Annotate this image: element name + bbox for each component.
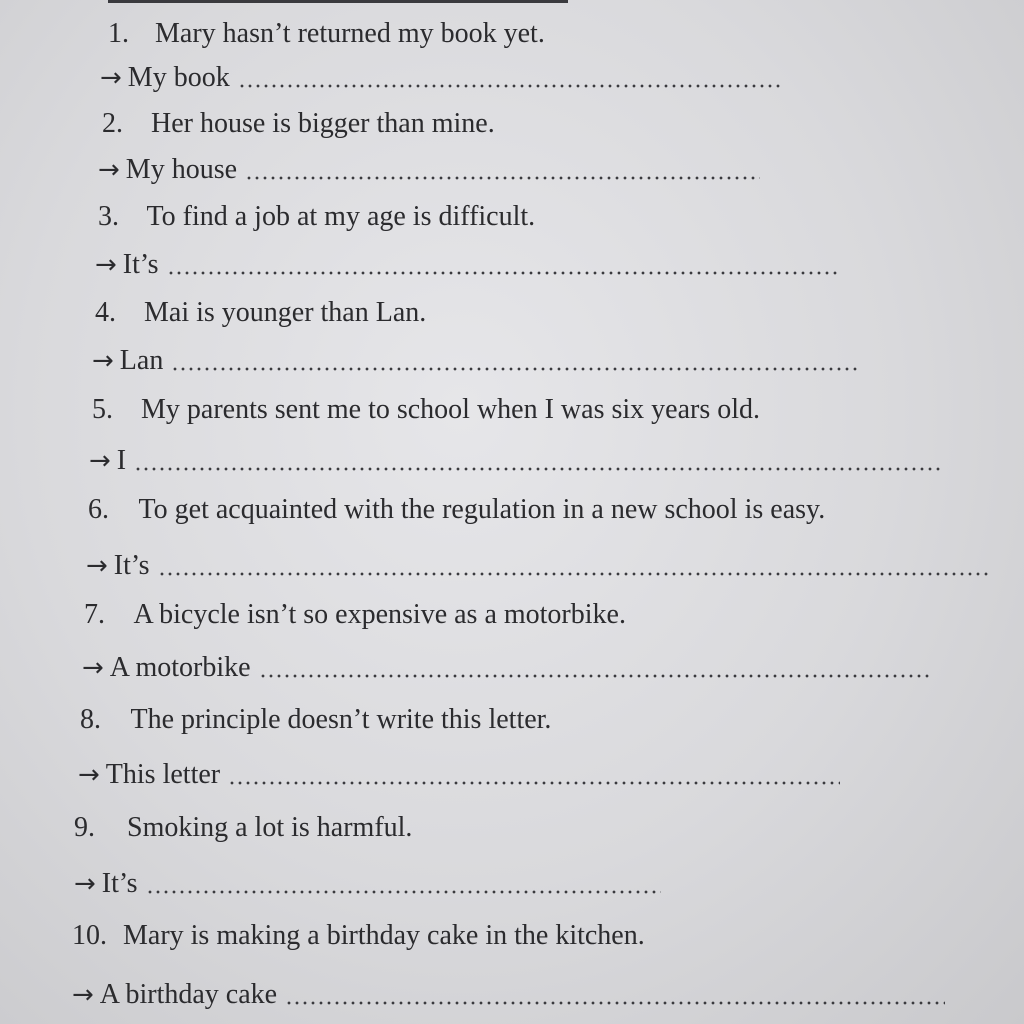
- exercise-number: 6.: [88, 494, 109, 525]
- exercise-sentence: A bicycle isn’t so expensive as a motorbike.: [133, 599, 626, 630]
- answer-blank[interactable]: [238, 84, 783, 88]
- exercise-10-question: [72, 916, 645, 956]
- exercise-sentence: The principle doesn’t write this letter.: [130, 704, 552, 735]
- exercise-3-question: [98, 197, 535, 237]
- exercise-number: 1.: [108, 18, 129, 49]
- answer-blank[interactable]: [167, 271, 837, 275]
- exercise-2-answer-line: [98, 150, 760, 190]
- exercise-4-answer-line: [92, 341, 861, 381]
- exercise-sentence: Mai is younger than Lan.: [144, 297, 427, 328]
- answer-blank[interactable]: [228, 781, 840, 785]
- exercise-1-question: [108, 14, 545, 54]
- exercise-number: 9.: [74, 812, 95, 843]
- exercise-3-answer-line: [95, 245, 837, 285]
- answer-stem: My house: [125, 154, 238, 185]
- arrow-icon: →: [92, 346, 114, 376]
- answer-blank[interactable]: [171, 367, 861, 371]
- exercise-number: 4.: [95, 297, 116, 328]
- answer-blank[interactable]: [158, 572, 988, 576]
- exercise-sentence: Mary is making a birthday cake in the kitchen.: [123, 920, 645, 951]
- exercise-9-answer-line: [74, 864, 661, 904]
- answer-blank[interactable]: [146, 890, 661, 894]
- exercise-10-answer-line: [72, 975, 945, 1015]
- answer-stem: This letter: [105, 759, 221, 790]
- exercise-8-question: [80, 700, 551, 740]
- exercise-2-question: [102, 104, 495, 144]
- top-rule-line: [108, 0, 568, 3]
- answer-stem: A motorbike: [109, 652, 251, 683]
- exercise-4-question: [95, 293, 426, 333]
- exercise-7-answer-line: [82, 648, 929, 688]
- arrow-icon: →: [74, 869, 96, 899]
- exercise-6-answer-line: [86, 546, 988, 586]
- exercise-number: 10.: [72, 920, 107, 951]
- exercise-5-question: [92, 390, 760, 430]
- answer-blank[interactable]: [134, 467, 944, 471]
- arrow-icon: →: [82, 653, 104, 683]
- exercise-number: 8.: [80, 704, 101, 735]
- arrow-icon: →: [78, 760, 100, 790]
- exercise-7-question: [84, 595, 626, 635]
- answer-stem: I: [116, 445, 127, 476]
- exercise-sentence: To get acquainted with the regulation in a new school is easy.: [138, 494, 826, 525]
- answer-blank[interactable]: [259, 674, 929, 678]
- exercise-1-answer-line: [100, 58, 783, 98]
- exercise-sentence: To find a job at my age is difficult.: [146, 201, 536, 232]
- exercise-sentence: My parents sent me to school when I was six years old.: [141, 394, 760, 425]
- exercise-sentence: Mary hasn’t returned my book yet.: [155, 18, 545, 49]
- exercise-number: 5.: [92, 394, 113, 425]
- answer-stem: A birthday cake: [99, 979, 278, 1010]
- answer-stem: It’s: [113, 550, 150, 581]
- answer-stem: It’s: [122, 249, 159, 280]
- answer-stem: It’s: [101, 868, 138, 899]
- exercise-sentence: Her house is bigger than mine.: [151, 108, 495, 139]
- exercise-number: 7.: [84, 599, 105, 630]
- arrow-icon: →: [86, 551, 108, 581]
- exercise-sentence: Smoking a lot is harmful.: [127, 812, 413, 843]
- exercise-number: 2.: [102, 108, 123, 139]
- answer-stem: My book: [127, 62, 230, 93]
- answer-stem: Lan: [119, 345, 164, 376]
- exercise-5-answer-line: [89, 441, 944, 481]
- answer-blank[interactable]: [245, 176, 760, 180]
- answer-blank[interactable]: [285, 1001, 945, 1005]
- arrow-icon: →: [95, 250, 117, 280]
- arrow-icon: →: [98, 155, 120, 185]
- exercise-8-answer-line: [78, 755, 840, 795]
- arrow-icon: →: [89, 446, 111, 476]
- exercise-9-question: [74, 808, 412, 848]
- exercise-number: 3.: [98, 201, 119, 232]
- arrow-icon: →: [100, 63, 122, 93]
- arrow-icon: →: [72, 980, 94, 1010]
- exercise-6-question: [88, 490, 825, 530]
